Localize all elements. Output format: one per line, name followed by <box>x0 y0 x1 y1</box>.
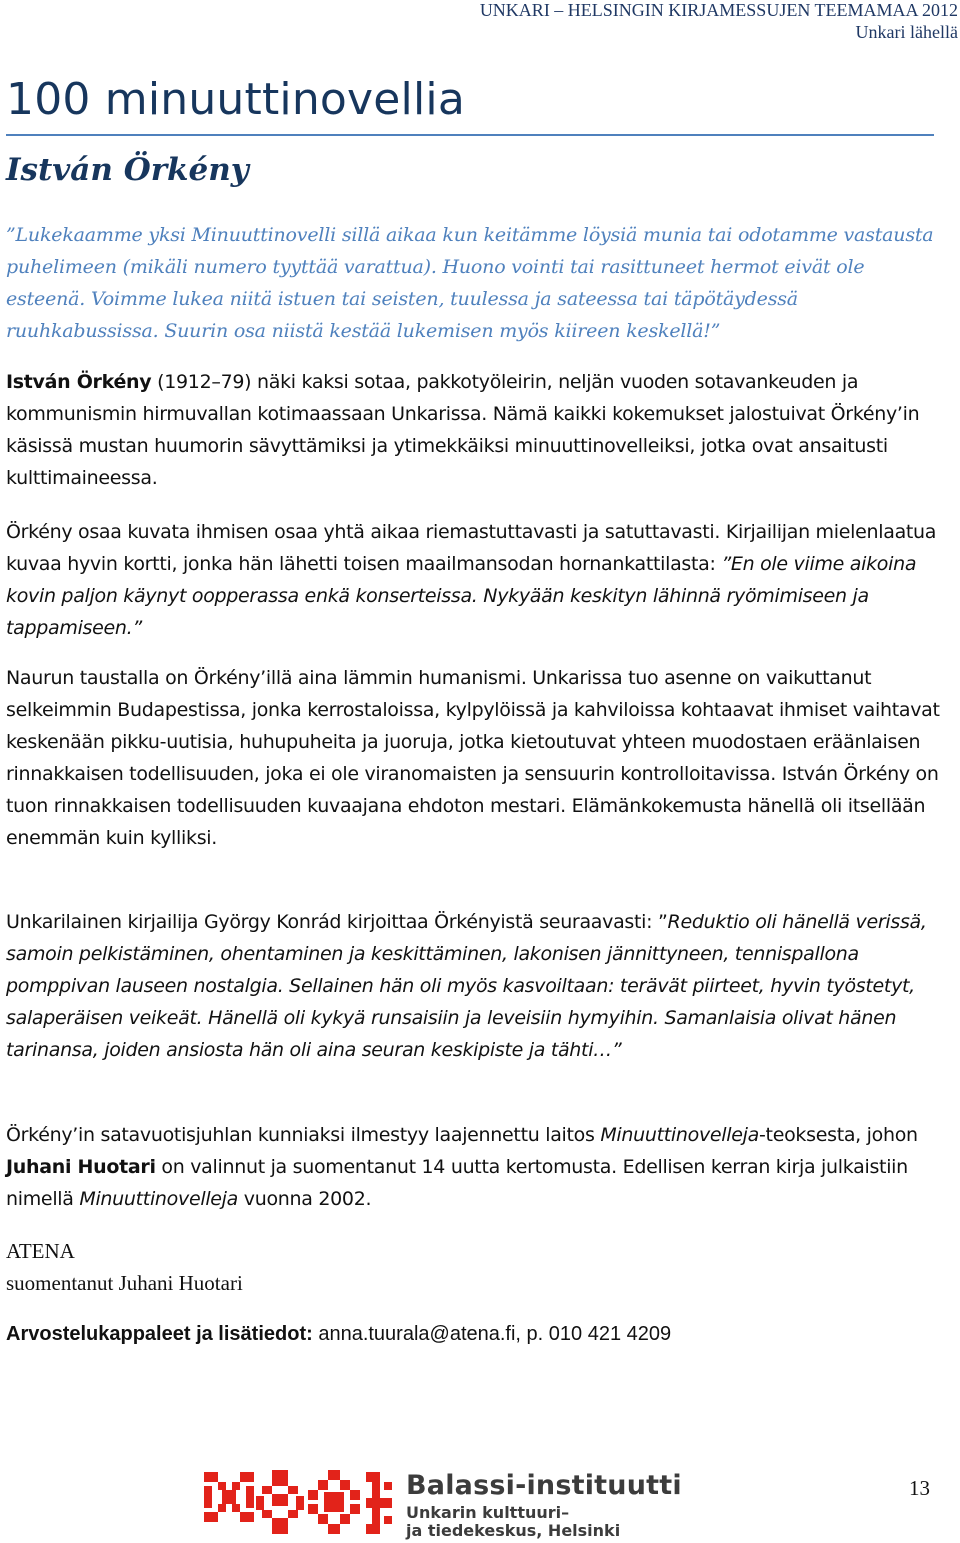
intro-quote: ”Lukekaamme yksi Minuuttinovelli sillä aikaa kun keitämme löysiä munia tai odotamme vastausta puhelimeen (mikäli numero tyyttää varattua). Huono vointi tai rasittuneet hermot eivät ole esteenä. Voimme lukea niitä istuen tai seisten, tuulessa ja sateessa tai täpötäydessä ruuhkabussissa. Suurin osa niistä kestää lukemisen myös kiireen keskellä!” <box>6 224 934 342</box>
paragraph-konrad <box>6 906 946 1066</box>
contact-info <box>6 1318 946 1350</box>
paragraph-biography <box>6 366 946 494</box>
edition-text-4: vuonna 2002. <box>238 1188 372 1210</box>
folk-pattern-icon <box>200 1468 395 1538</box>
page-number: 13 <box>909 1476 930 1500</box>
konrad-intro: Unkarilainen kirjailija György Konrád kirjoittaa Örkényistä seuraavasti: ” <box>6 911 668 933</box>
header-theme: Unkari lähellä <box>855 22 958 42</box>
institute-name: Balassi-instituutti <box>406 1470 682 1501</box>
institute-subtitle-2: ja tiedekeskus, Helsinki <box>406 1521 621 1540</box>
page-title: 100 minuuttinovellia <box>6 74 465 125</box>
institute-subtitle-1: Unkarin kulttuuri– <box>406 1503 570 1522</box>
publisher-name: ATENA <box>6 1239 75 1263</box>
publication-credit <box>6 1235 946 1299</box>
paragraph-humanism: Naurun taustalla on Örkény’illä aina lämmin humanismi. Unkarissa tuo asenne on vaikuttanut selkeimmin Budapestissa, jonka kerrostaloissa, kylpylöissä ja kahviloissa kohtaavat ihmiset vaihtavat keskenään pikku-uutisia, huhupuheita ja juoruja, jotka kietoutuvat yhteen muodostaen eräänlaisen rinnakkaisen todellisuuden, joka ei ole viranomaisten ja sensuurin kontrolloitavissa. István Örkény on tuon rinnakkaisen todellisuuden kuvaajana ehdoton mestari. Elämänkokemusta hänellä oli itsellään enemmän kuin kylliksi. <box>6 667 940 849</box>
contact-value: anna.tuurala@atena.fi, p. 010 421 4209 <box>312 1323 672 1345</box>
edition-text-2: -teoksesta, johon <box>758 1124 918 1146</box>
biography-text: (1912–79) näki kaksi sotaa, pakkotyöleirin, neljän vuoden sotavankeuden ja kommunismin hirmuvallan kotimaassaan Unkarissa. Nämä kaikki kokemukset jalostuivat Örkény’in käsissä mustan huumorin sävyttämiksi ja ytimekkäiksi minuuttinovelleiksi, jotka ovat ansaitusti kulttimaineessa. <box>6 371 920 489</box>
paragraph-edition <box>6 1119 946 1215</box>
title-divider <box>6 134 934 136</box>
edition-text-3: on valinnut ja suomentanut 14 uutta kertomusta. Edellisen kerran kirja julkaistiin nimellä <box>6 1156 908 1210</box>
contact-label: Arvostelukappaleet ja lisätiedot: <box>6 1323 313 1345</box>
translator-name: Juhani Huotari <box>6 1156 156 1178</box>
running-header <box>0 0 960 48</box>
paragraph-postcard <box>6 516 946 644</box>
edition-text-1: Örkény’in satavuotisjuhlan kunniaksi ilmestyy laajennettu laitos <box>6 1124 601 1146</box>
author-name-bold: István Örkény <box>6 371 152 393</box>
konrad-quote: Reduktio oli hänellä verissä, samoin pelkistäminen, ohentaminen ja keskittäminen, lakonisen jännittyneen, tennispallona pomppivan lauseen nostalgia. Sellainen hän oli myös kasvoiltaan: terävät piirteet, hyvin työstetyt, salaperäisen veikeät. Hänellä oli kykyä runsaisiin ja leveisiin hymyihin. Samanlaisia olivat hänen tarinansa, joiden ansiosta hän oli aina seuran keskipiste ja tähti…” <box>6 911 927 1061</box>
institute-logo <box>200 1468 400 1534</box>
header-series-title: UNKARI – HELSINGIN KIRJAMESSUJEN TEEMAMAA 2012 <box>479 0 958 20</box>
book-title-previous: Minuuttinovelleja <box>79 1188 239 1210</box>
postcard-quote: ”En ole viime aikoina kovin paljon käynyt oopperassa enkä konserteissa. Nykyään keskityn lähinnä ryömimiseen ja tappamiseen.” <box>6 553 917 639</box>
postcard-text: Örkény osaa kuvata ihmisen osaa yhtä aikaa riemastuttavasti ja satuttavasti. Kirjailijan mielenlaatua kuvaa hyvin kortti, jonka hän lähetti toisen maailmansodan hornankattilasta: <box>6 521 937 575</box>
book-title: Minuuttinovelleja <box>600 1124 759 1146</box>
translator-credit: suomentanut Juhani Huotari <box>6 1271 243 1295</box>
author-heading: István Örkény <box>6 152 249 188</box>
